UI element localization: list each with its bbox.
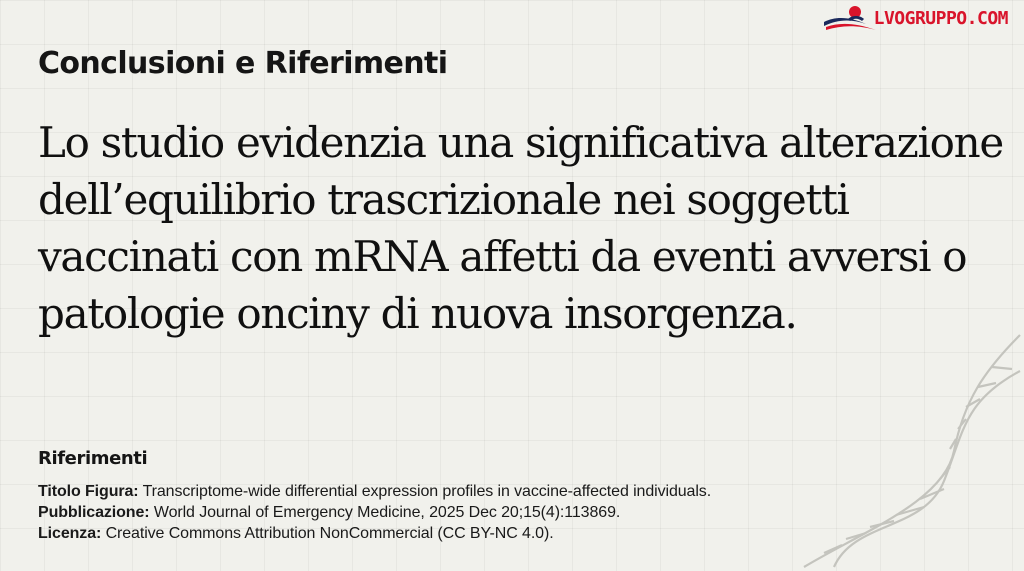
- reference-value: Creative Commons Attribution NonCommercial (CC BY-NC 4.0).: [105, 525, 554, 542]
- dna-helix-icon: [794, 331, 1024, 571]
- logo-text: LVOGRUPPO.COM: [873, 7, 1008, 29]
- reference-value: Transcriptome-wide differential expression profiles in vaccine-affected individuals.: [142, 483, 712, 500]
- reference-value: World Journal of Emergency Medicine, 2025 Dec 20;15(4):113869.: [153, 504, 621, 521]
- reference-label: Licenza:: [38, 525, 102, 542]
- references-title: Riferimenti: [38, 448, 148, 469]
- page-title: Conclusioni e Riferimenti: [38, 46, 448, 81]
- reference-item-publication: [38, 502, 711, 523]
- reference-item-figure-title: [38, 481, 711, 502]
- reference-label: Titolo Figura:: [38, 483, 139, 500]
- reference-label: Pubblicazione:: [38, 504, 150, 521]
- site-logo[interactable]: [822, 4, 1008, 32]
- conclusion-text: Lo studio evidenzia una significativa alterazione dell’equilibrio trascrizionale nei soggetti vaccinati con mRNA affetti da eventi avversi o patologie onciny di nuova insorgenza.: [38, 118, 1003, 338]
- figure-swoosh-icon: [822, 4, 878, 32]
- reference-item-license: [38, 523, 711, 544]
- references-list: [38, 481, 711, 544]
